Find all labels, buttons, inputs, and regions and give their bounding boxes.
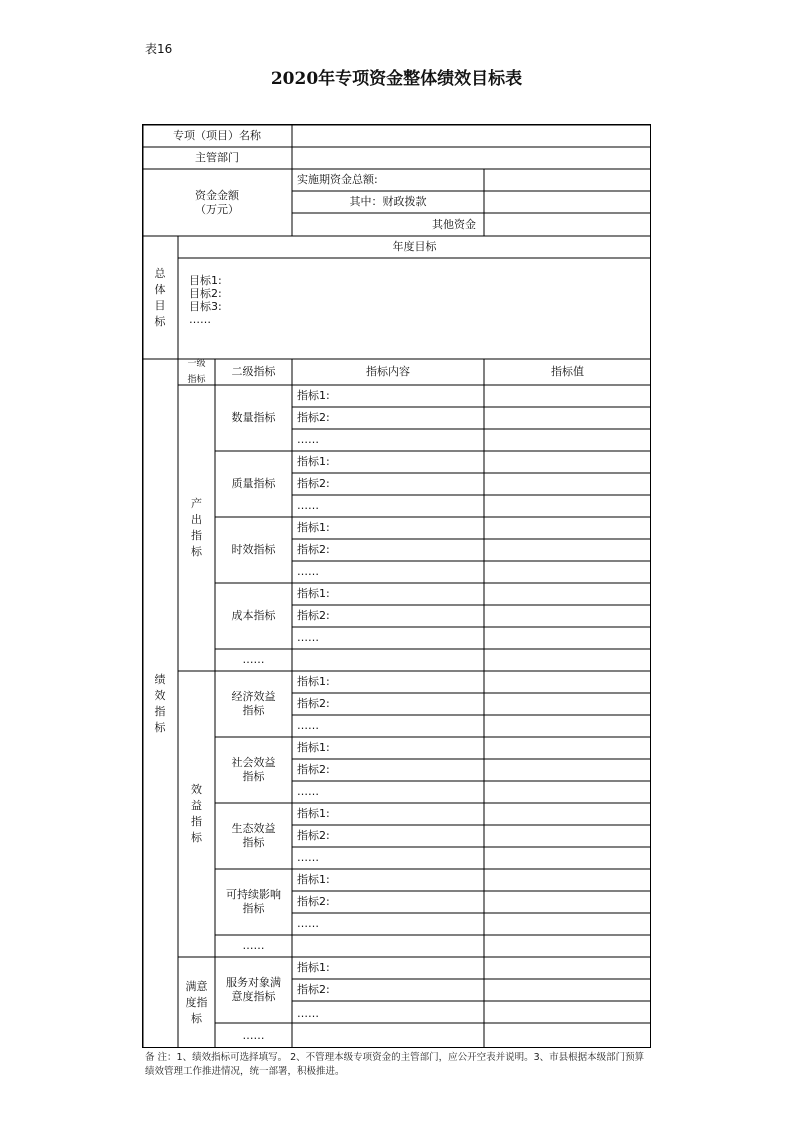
indicator-more-label: …… — [297, 631, 319, 644]
quantity-indicator-label: 数量指标 — [231, 411, 276, 424]
indicator-2-label: 指标2: — [297, 983, 330, 996]
indicator-1-label: 指标1: — [297, 455, 330, 468]
performance-indicators-label — [142, 359, 178, 1048]
value-column-header: 指标值 — [551, 365, 584, 378]
output-more-label: …… — [242, 653, 265, 666]
indicator-more-label: …… — [297, 565, 319, 578]
indicator-more-label: …… — [297, 785, 319, 798]
indicator-2-label: 指标2: — [297, 829, 330, 842]
benefit-indicators-label — [178, 671, 215, 957]
satisfaction-indicators-label — [178, 957, 215, 1048]
project-name-label: 专项（项目）名称 — [173, 128, 261, 142]
ecological-benefit-label — [215, 803, 292, 869]
timeliness-indicator-label: 时效指标 — [231, 543, 276, 556]
indicator-1-label: 指标1: — [297, 587, 330, 600]
social-benefit-label-text: 社会效益指标 — [231, 756, 276, 783]
indicator-more-label: …… — [297, 499, 319, 512]
total-funds-label: 实施期资金总额: — [297, 173, 378, 186]
level1-column-header-text: 一级指标 — [187, 359, 206, 385]
indicator-1-label: 指标1: — [297, 389, 330, 402]
overall-goal-label-text: 总体目标 — [154, 266, 166, 328]
goal-item: 目标1: — [189, 274, 222, 287]
goal-item: …… — [189, 313, 211, 326]
indicator-2-label: 指标2: — [297, 763, 330, 776]
cost-indicator-label: 成本指标 — [231, 609, 276, 622]
indicator-2-label: 指标2: — [297, 477, 330, 490]
indicator-1-label: 指标1: — [297, 961, 330, 974]
indicator-2-label: 指标2: — [297, 543, 330, 556]
indicator-more-label: …… — [297, 433, 319, 446]
service-satisfaction-label-text: 服务对象满意度指标 — [226, 976, 281, 1003]
social-benefit-label — [215, 737, 292, 803]
department-label: 主管部门 — [195, 151, 239, 164]
annual-goal-label: 年度目标 — [392, 240, 437, 253]
economic-benefit-label — [215, 671, 292, 737]
output-indicators-label — [178, 385, 215, 671]
table-number: 表16 — [145, 42, 173, 56]
level2-column-header: 二级指标 — [231, 365, 276, 378]
indicator-more-label: …… — [297, 851, 319, 864]
indicator-1-label: 指标1: — [297, 741, 330, 754]
content-column-header: 指标内容 — [366, 365, 410, 378]
satisfaction-indicators-label-text: 满意度指标 — [185, 979, 208, 1025]
funds-label-text: 资金金额 — [195, 188, 239, 202]
funds-label — [142, 169, 292, 236]
economic-benefit-label-text: 经济效益指标 — [231, 690, 276, 717]
ecological-benefit-label-text: 生态效益指标 — [231, 822, 276, 849]
footnote: 备 注：1、绩效指标可选择填写。 2、不管理本级专项资金的主管部门，应公开空表并说明。3、市县根据本级部门预算绩效管理工作推进情况，统一部署，积极推进。 — [145, 1052, 645, 1077]
other-funds-label: 其他资金 — [432, 217, 476, 231]
indicator-more-label: …… — [297, 1006, 319, 1020]
performance-indicators-label-text: 绩效指标 — [154, 672, 166, 734]
goal-item: 目标3: — [189, 300, 222, 313]
indicator-2-label: 指标2: — [297, 697, 330, 710]
level1-column-header — [178, 359, 215, 385]
indicator-1-label: 指标1: — [297, 675, 330, 688]
sustainable-impact-label — [215, 869, 292, 935]
service-satisfaction-label — [215, 957, 292, 1023]
overall-goal-label — [142, 236, 178, 359]
indicator-1-label: 指标1: — [297, 521, 330, 534]
indicator-1-label: 指标1: — [297, 807, 330, 820]
indicator-2-label: 指标2: — [297, 609, 330, 622]
indicator-1-label: 指标1: — [297, 873, 330, 886]
output-indicators-label-text: 产出指标 — [191, 497, 202, 558]
document-title: 2020年专项资金整体绩效目标表 — [270, 69, 523, 89]
quality-indicator-label: 质量指标 — [231, 477, 276, 490]
benefit-indicators-label-text: 效益指标 — [191, 783, 202, 844]
indicator-2-label: 指标2: — [297, 411, 330, 424]
satisfaction-more-label: …… — [242, 1028, 265, 1042]
funds-unit-text: （万元） — [195, 202, 239, 216]
indicator-more-label: …… — [297, 719, 319, 732]
benefit-more-label: …… — [242, 939, 265, 952]
performance-target-table — [142, 124, 651, 1048]
indicator-more-label: …… — [297, 917, 319, 930]
goal-item: 目标2: — [189, 287, 222, 300]
indicator-2-label: 指标2: — [297, 895, 330, 908]
fiscal-funds-label: 其中：财政拨款 — [349, 195, 427, 208]
goal-list — [184, 258, 624, 359]
sustainable-impact-label-text: 可持续影响指标 — [226, 888, 281, 915]
